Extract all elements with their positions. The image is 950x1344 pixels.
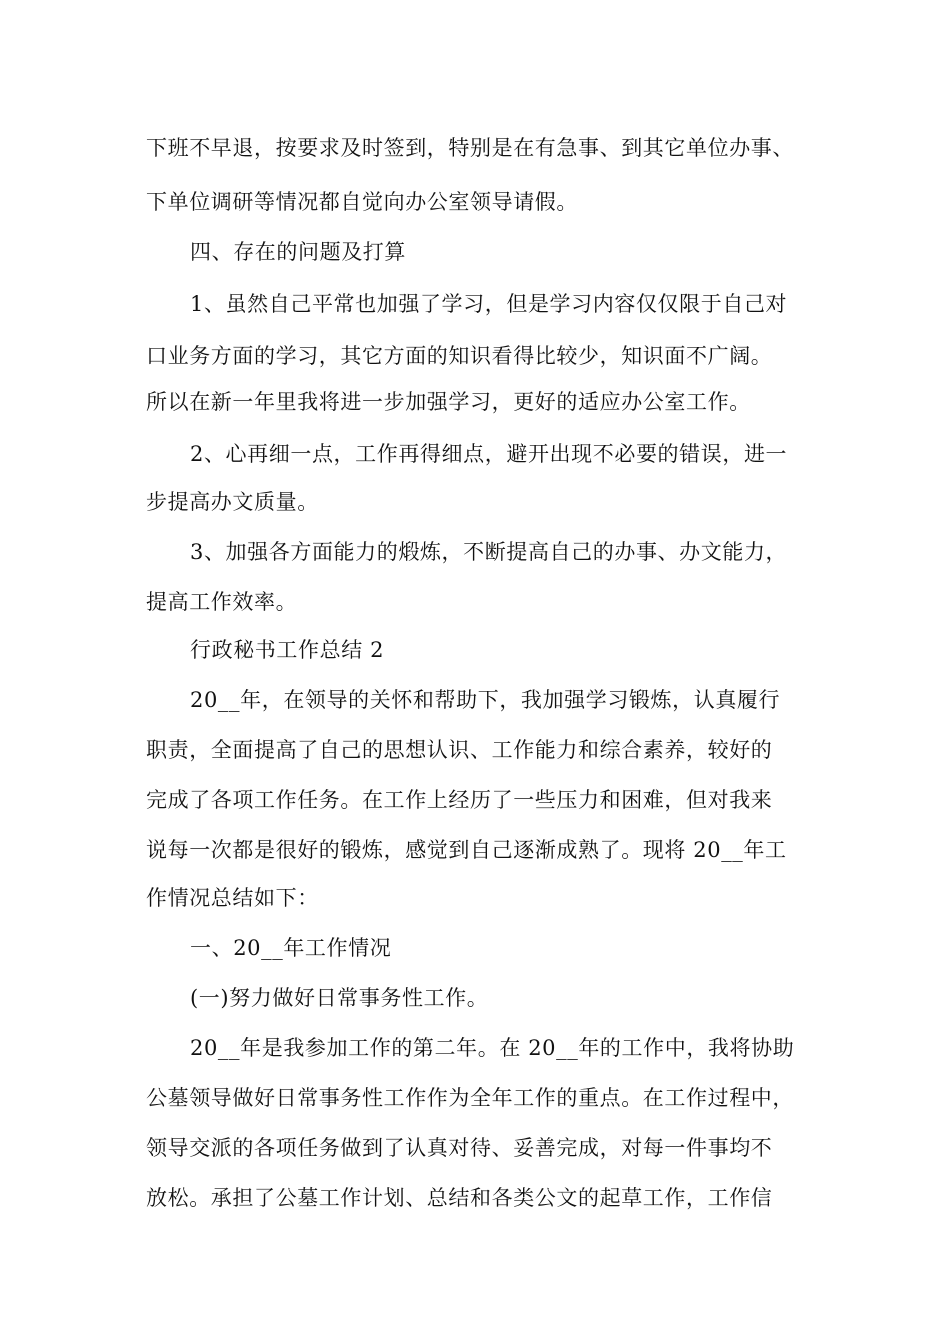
text-line: 步提高办文质量。: [146, 490, 319, 514]
text-line: 2、心再细一点，工作再得细点，避开出现不必要的错误，进一: [190, 442, 788, 466]
section-heading: 一、20__年工作情况: [190, 936, 392, 960]
text-line: 提高工作效率。: [146, 590, 298, 614]
text-line: 完成了各项工作任务。在工作上经历了一些压力和困难，但对我来: [146, 788, 773, 812]
text-line: 下单位调研等情况都自觉向办公室领导请假。: [146, 190, 578, 214]
text-line: 3、加强各方面能力的煅炼，不断提高自己的办事、办文能力，: [190, 540, 788, 564]
text-line: 作情况总结如下：: [146, 886, 319, 910]
document-title: 行政秘书工作总结 2: [190, 638, 385, 662]
section-heading: 四、存在的问题及打算: [190, 240, 406, 264]
text-line: 领导交派的各项任务做到了认真对待、妥善完成，对每一件事均不: [146, 1136, 773, 1160]
text-line: 1、虽然自己平常也加强了学习，但是学习内容仅仅限于自己对: [190, 292, 788, 316]
text-line: 口业务方面的学习，其它方面的知识看得比较少，知识面不广阔。: [146, 344, 773, 368]
text-line: 下班不早退，按要求及时签到，特别是在有急事、到其它单位办事、: [146, 136, 794, 160]
subsection-heading: (一)努力做好日常事务性工作。: [190, 986, 489, 1010]
text-line: 公墓领导做好日常事务性工作作为全年工作的重点。在工作过程中，: [146, 1086, 794, 1110]
text-line: 20__年是我参加工作的第二年。在 20__年的工作中，我将协助: [190, 1036, 795, 1060]
text-line: 说每一次都是很好的锻炼，感觉到自己逐渐成熟了。现将 20__年工: [146, 838, 787, 862]
text-line: 放松。承担了公墓工作计划、总结和各类公文的起草工作，工作信: [146, 1186, 773, 1210]
text-line: 所以在新一年里我将进一步加强学习，更好的适应办公室工作。: [146, 390, 751, 414]
text-line: 职责，全面提高了自己的思想认识、工作能力和综合素养，较好的: [146, 738, 773, 762]
text-line: 20__年，在领导的关怀和帮助下，我加强学习锻炼，认真履行: [190, 688, 781, 712]
